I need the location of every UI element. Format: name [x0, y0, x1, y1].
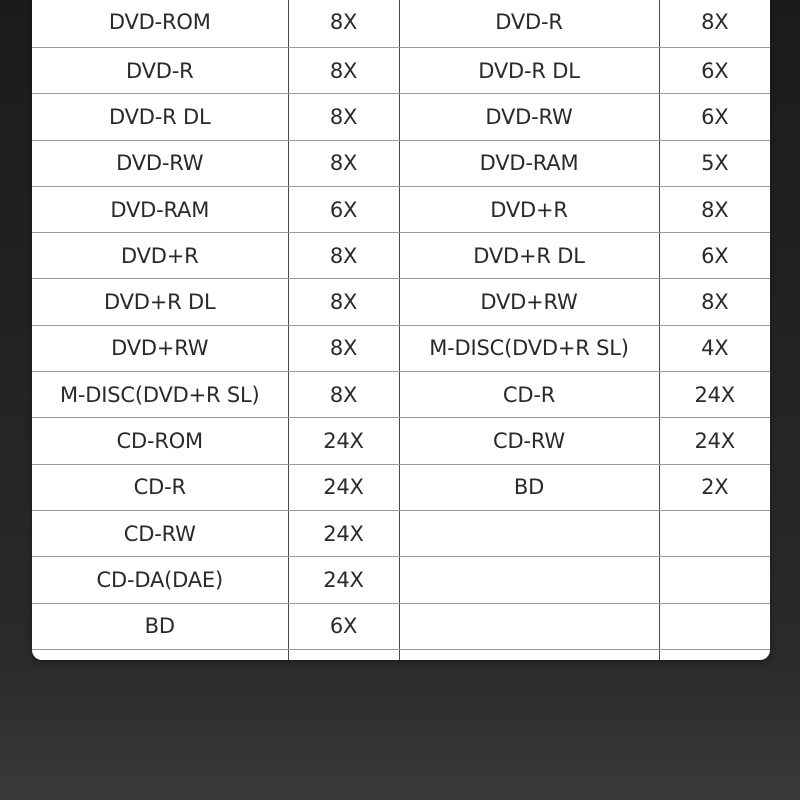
speed-cell: 24X: [288, 510, 399, 556]
speed-cell: 8X: [659, 186, 770, 232]
media-cell: [399, 557, 659, 603]
media-cell: BD: [399, 464, 659, 510]
media-cell: DVD+RW: [32, 325, 288, 371]
table-row: [32, 603, 770, 649]
table-row: [32, 510, 770, 556]
media-cell: [399, 649, 659, 660]
speed-cell: 8X: [288, 372, 399, 418]
speed-cell: [288, 649, 399, 660]
media-cell: DVD-RW: [32, 140, 288, 186]
media-cell: BD: [32, 603, 288, 649]
table-row: [32, 0, 770, 48]
speed-cell: 8X: [659, 279, 770, 325]
speed-cell: 24X: [659, 372, 770, 418]
speed-cell: 6X: [288, 603, 399, 649]
speed-cell: [659, 649, 770, 660]
table-row: [32, 94, 770, 140]
media-cell: CD-ROM: [32, 418, 288, 464]
media-cell: M-DISC(DVD+R SL): [32, 372, 288, 418]
media-cell: [399, 603, 659, 649]
media-cell: [32, 649, 288, 660]
table-row: [32, 48, 770, 94]
media-cell: DVD-R: [399, 0, 659, 48]
speed-cell: 24X: [288, 418, 399, 464]
speed-cell: 24X: [288, 557, 399, 603]
speed-spec-card: [32, 0, 770, 660]
media-cell: DVD-RW: [399, 94, 659, 140]
media-cell: DVD-R DL: [399, 48, 659, 94]
speed-cell: 2X: [659, 464, 770, 510]
speed-cell: 6X: [659, 94, 770, 140]
speed-cell: 24X: [288, 464, 399, 510]
table-row: [32, 372, 770, 418]
media-cell: M-DISC(DVD+R SL): [399, 325, 659, 371]
media-cell: CD-RW: [399, 418, 659, 464]
table-row: [32, 649, 770, 660]
media-cell: DVD+R: [399, 186, 659, 232]
table-row: [32, 418, 770, 464]
speed-cell: 5X: [659, 140, 770, 186]
speed-spec-table: [32, 0, 770, 660]
speed-cell: 8X: [288, 94, 399, 140]
table-row: [32, 325, 770, 371]
speed-cell: 6X: [288, 186, 399, 232]
media-cell: CD-R: [32, 464, 288, 510]
media-cell: DVD-ROM: [32, 0, 288, 48]
speed-cell: 8X: [288, 140, 399, 186]
speed-cell: [659, 510, 770, 556]
speed-cell: 24X: [659, 418, 770, 464]
table-row: [32, 279, 770, 325]
speed-cell: 8X: [288, 48, 399, 94]
speed-cell: 8X: [288, 279, 399, 325]
speed-cell: 8X: [659, 0, 770, 48]
speed-cell: 8X: [288, 233, 399, 279]
table-row: [32, 557, 770, 603]
table-row: [32, 233, 770, 279]
media-cell: DVD-R: [32, 48, 288, 94]
media-cell: DVD+R: [32, 233, 288, 279]
media-cell: DVD-R DL: [32, 94, 288, 140]
table-row: [32, 464, 770, 510]
speed-cell: [659, 557, 770, 603]
speed-cell: [659, 603, 770, 649]
speed-cell: 8X: [288, 325, 399, 371]
media-cell: CD-R: [399, 372, 659, 418]
media-cell: CD-DA(DAE): [32, 557, 288, 603]
speed-cell: 6X: [659, 48, 770, 94]
media-cell: DVD+RW: [399, 279, 659, 325]
media-cell: CD-RW: [32, 510, 288, 556]
speed-cell: 4X: [659, 325, 770, 371]
media-cell: DVD+R DL: [32, 279, 288, 325]
media-cell: DVD+R DL: [399, 233, 659, 279]
media-cell: [399, 510, 659, 556]
media-cell: DVD-RAM: [399, 140, 659, 186]
table-row: [32, 140, 770, 186]
speed-cell: 8X: [288, 0, 399, 48]
media-cell: DVD-RAM: [32, 186, 288, 232]
table-row: [32, 186, 770, 232]
speed-cell: 6X: [659, 233, 770, 279]
